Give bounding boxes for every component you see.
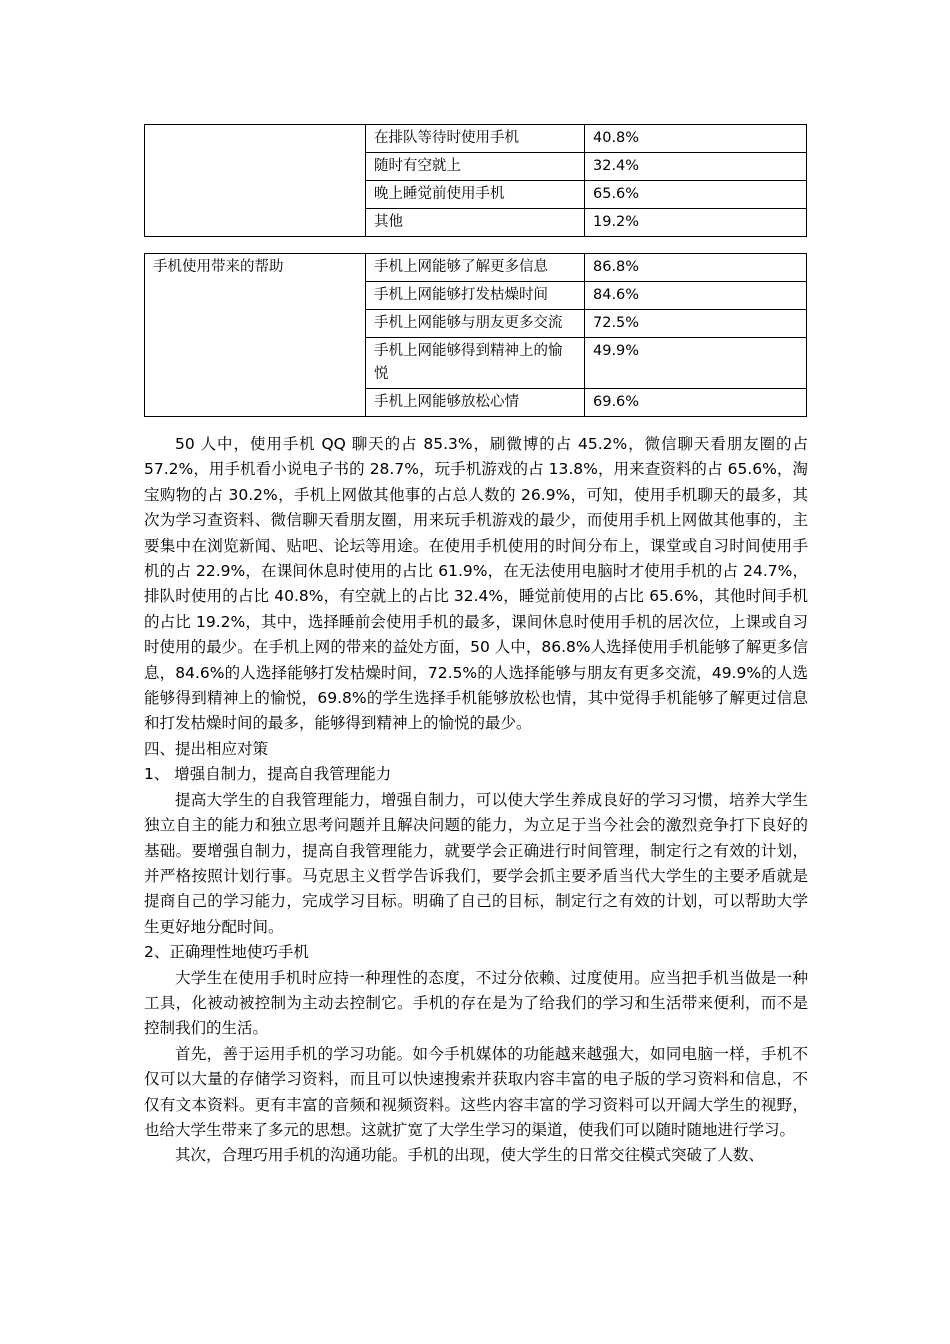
table-category-cell: 手机使用带来的帮助: [145, 254, 366, 417]
paragraph-rational-use: 大学生在使用手机时应持一种理性的态度，不过分依赖、过度使用。应当把手机当做是一种工具，化被动被控制为主动去控制它。手机的存在是为了给我们的学习和生活带来便利，而不是控制我们的生活。: [144, 968, 808, 1038]
table-percent-cell: 19.2%: [585, 209, 807, 237]
table-item-cell: 手机上网能够打发枯燥时间: [366, 282, 585, 310]
table-item-cell: 手机上网能够与朋友更多交流: [366, 310, 585, 338]
table-percent-cell: 72.5%: [585, 310, 807, 338]
table-row: [145, 125, 807, 153]
paragraph-learning-function: 首先，善于运用手机的学习功能。如今手机媒体的功能越来越强大，如同电脑一样，手机不仅可以大量的存储学习资料，而且可以快速搜索并获取内容丰富的电子版的学习资料和信息，不仅有文本资料。更有丰富的音频和视频资料。这些内容丰富的学习资料可以开阔大学生的视野，也给大学生带来了多元的思想。这就扩宽了大学生学习的渠道，使我们可以随时随地进行学习。: [144, 1044, 808, 1139]
paragraph-communication-function: 其次，合理巧用手机的沟通功能。手机的出现，使大学生的日常交往模式突破了人数、: [175, 1146, 765, 1165]
table-percent-cell: 65.6%: [585, 181, 807, 209]
table-category-cell: [145, 125, 366, 237]
section-heading: 四、提出相应对策: [144, 739, 269, 758]
table-percent-cell: 84.6%: [585, 282, 807, 310]
subsection-heading-1: 1、 增强自制力，提高自我管理能力: [144, 765, 392, 784]
usage-time-table: [144, 124, 807, 237]
table-percent-cell: 40.8%: [585, 125, 807, 153]
table-item-cell: 手机上网能够了解更多信息: [366, 254, 585, 282]
table-item-cell: 其他: [366, 209, 585, 237]
table-percent-cell: 86.8%: [585, 254, 807, 282]
body-text: [144, 432, 808, 1169]
table-item-cell: 随时有空就上: [366, 153, 585, 181]
table-row: [145, 254, 807, 282]
table-percent-cell: 69.6%: [585, 389, 807, 417]
table-percent-cell: 32.4%: [585, 153, 807, 181]
table-item-cell: 手机上网能够放松心情: [366, 389, 585, 417]
table-item-cell: 在排队等待时使用手机: [366, 125, 585, 153]
subsection-heading-2: 2、正确理性地使巧手机: [144, 943, 309, 962]
table-item-cell: 晚上睡觉前使用手机: [366, 181, 585, 209]
paragraph-self-management: 提高大学生的自我管理能力，增强自制力，可以使大学生养成良好的学习习惯，培养大学生独立自主的能力和独立思考问题并且解决问题的能力，为立足于当今社会的激烈竞争打下良好的基础。要增强自制力，提高自我管理能力，就要学会正确进行时间管理，制定行之有效的计划，并严格按照计划行事。马克思主义哲学告诉我们，要学会抓主要矛盾当代大学生的主要矛盾就是提商自己的学习能力，完成学习目标。明确了自己的目标，制定行之有效的计划，可以帮助大学生更好地分配时间。: [144, 790, 808, 936]
paragraph-survey-summary: 50 人中，使用手机 QQ 聊天的占 85.3%，刷微博的占 45.2%，微信聊天看朋友圈的占 57.2%，用手机看小说电子书的 28.7%，玩手机游戏的占 13.8%，用来查资料的占 65.6%，淘宝购物的占 30.2%，手机上网做其他事的占总人数的 26.9%，可知，使用手机聊天的最多，其次为学习查资料、微信聊天看朋友圈，用来玩手机游戏的最少，而使用手机上网做其他事的，主要集中在浏览新闻、贴吧、论坛等用途。在使用手机使用的时间分布上，课堂或自习时间使用手机的占 22.9%，在课间休息时使用的占比 61.9%，在无法使用电脑时才使用手机的占 24.7%，排队时使用的占比 40.8%，有空就上的占比 32.4%，睡觉前使用的占比 65.6%，其他时间手机的占比 19.2%，其中，选择睡前会使用手机的最多，课间休息时使用手机的居次位，上课或自习时使用的最少。在手机上网的带来的益处方面，50 人中，86.8%人选择使用手机能够了解更多信息，84.6%的人选择能够打发枯燥时间，72.5%的人选择能够与朋友有更多交流，49.9%的人选能够得到精神上的愉悦，69.8%的学生选择手机能够放松也情，其中觉得手机能够了解更过信息和打发枯燥时间的最多，能够得到精神上的愉悦的最少。: [144, 435, 808, 733]
help-table: [144, 253, 807, 417]
table-percent-cell: 49.9%: [585, 338, 807, 389]
table-item-cell: 手机上网能够得到精神上的愉悦: [366, 338, 585, 389]
